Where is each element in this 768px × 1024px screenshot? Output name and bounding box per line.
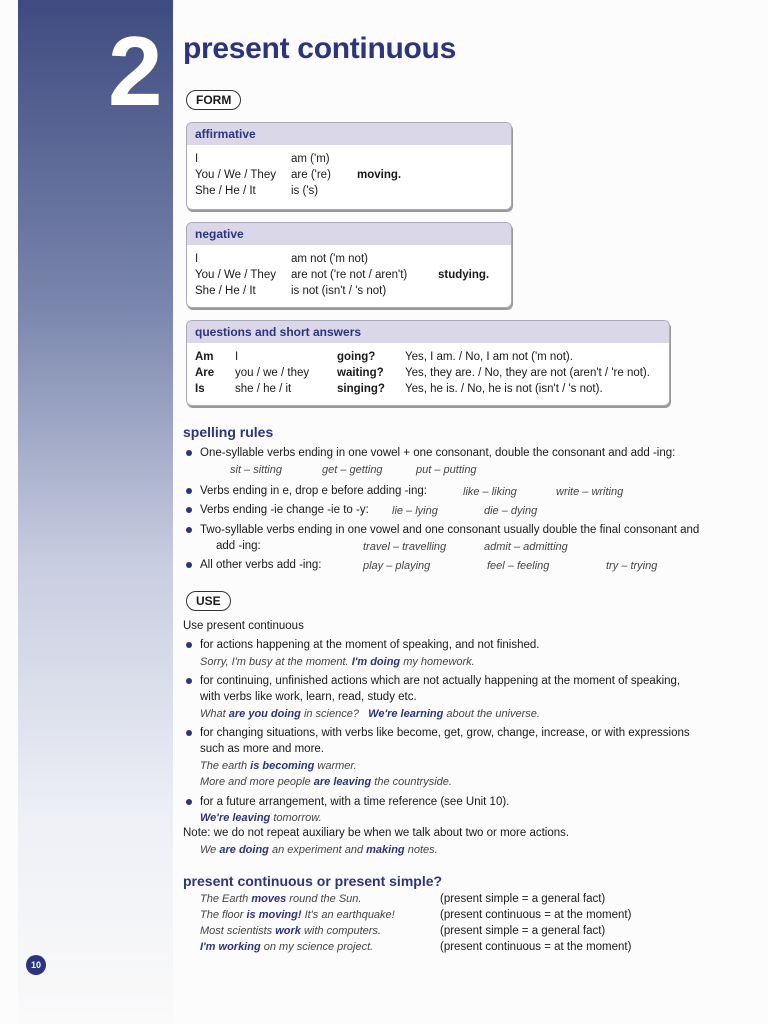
compare-example: Most scientists work with computers.	[200, 925, 381, 937]
example: get – getting	[322, 464, 383, 476]
aux: Are	[195, 367, 215, 379]
subject: I	[195, 253, 199, 265]
rule-continuation: add -ing:	[216, 540, 261, 552]
bullet-icon	[186, 488, 192, 494]
list-item: for changing situations, with verbs like become, get, grow, change, increase, or with expressions	[186, 727, 690, 739]
list-item: Verbs ending in e, drop e before adding -ing:	[186, 485, 427, 497]
list-item: Two-syllable verbs ending in one vowel and one consonant usually double the final consonant and	[186, 524, 699, 536]
subject: you / we / they	[235, 367, 310, 379]
example: lie – lying	[392, 505, 438, 517]
example: play – playing	[363, 560, 431, 572]
bullet-icon	[186, 678, 192, 684]
affirmative-box	[186, 122, 512, 210]
example: die – dying	[484, 505, 538, 517]
compare-note: (present continuous = at the moment)	[440, 941, 632, 953]
example: Sorry, I'm busy at the moment. I'm doing my homework.	[200, 656, 475, 668]
use-continuation: such as more and more.	[200, 743, 325, 755]
verb: are not ('re not / aren't)	[291, 269, 408, 281]
note: Note: we do not repeat auxiliary be when we talk about two or more actions.	[183, 827, 570, 839]
compare-note: (present continuous = at the moment)	[440, 909, 632, 921]
verb: am ('m)	[291, 153, 330, 165]
example: write – writing	[556, 486, 624, 498]
verb: waiting?	[337, 367, 384, 379]
example: We're leaving tomorrow.	[200, 812, 322, 824]
verb: going?	[337, 351, 376, 363]
bullet-icon	[186, 642, 192, 648]
compare-note: (present simple = a general fact)	[440, 925, 606, 937]
form-label: FORM	[186, 90, 241, 110]
verb: are ('re)	[291, 169, 331, 181]
compare-heading: present continuous or present simple?	[183, 873, 443, 889]
verb: am not ('m not)	[291, 253, 368, 265]
verb: singing?	[337, 383, 385, 395]
list-item: for actions happening at the moment of speaking, and not finished.	[186, 639, 539, 651]
example: try – trying	[606, 560, 658, 572]
negative-heading: negative	[187, 223, 511, 245]
bullet-icon	[186, 450, 192, 456]
answer: Yes, he is. / No, he is not (isn't / 's not).	[405, 383, 603, 395]
bullet-icon	[186, 799, 192, 805]
main-verb: studying.	[438, 269, 490, 281]
compare-note: (present simple = a general fact)	[440, 893, 606, 905]
example: like – liking	[463, 486, 517, 498]
subject: You / We / They	[195, 169, 276, 181]
bullet-icon	[186, 507, 192, 513]
list-item: for a future arrangement, with a time reference (see Unit 10).	[186, 796, 509, 808]
example: feel – feeling	[487, 560, 550, 572]
subject: She / He / It	[195, 285, 256, 297]
aux: Am	[195, 351, 214, 363]
example: What are you doing in science? We're learning about the universe.	[200, 708, 540, 720]
list-item: for continuing, unfinished actions which are not actually happening at the moment of speaking,	[186, 675, 680, 687]
list-item: Verbs ending -ie change -ie to -y:	[186, 504, 369, 516]
subject: You / We / They	[195, 269, 276, 281]
subject: I	[235, 351, 239, 363]
questions-box	[186, 320, 670, 406]
bullet-icon	[186, 527, 192, 533]
answer: Yes, they are. / No, they are not (aren't / 're not).	[405, 367, 650, 379]
verb: is not (isn't / 's not)	[291, 285, 387, 297]
list-item: One-syllable verbs ending in one vowel + one consonant, double the consonant and add -ing:	[186, 447, 675, 459]
use-label: USE	[186, 591, 231, 611]
example: We are doing an experiment and making notes.	[200, 844, 438, 856]
use-intro: Use present continuous	[183, 620, 304, 632]
example: admit – admitting	[484, 541, 568, 553]
page-title: present continuous	[183, 32, 456, 65]
aux: Is	[195, 383, 205, 395]
use-continuation: with verbs like work, learn, read, study etc.	[200, 691, 417, 703]
subject: She / He / It	[195, 185, 256, 197]
bullet-icon	[186, 562, 192, 568]
list-item: All other verbs add -ing:	[186, 559, 321, 571]
subject: she / he / it	[235, 383, 292, 395]
spelling-heading: spelling rules	[183, 424, 274, 440]
subject: I	[195, 153, 199, 165]
page-number: 10	[26, 955, 46, 975]
sidebar-band	[18, 0, 173, 1024]
example: travel – travelling	[363, 541, 447, 553]
example: The earth is becoming warmer.	[200, 760, 357, 772]
negative-box	[186, 222, 512, 308]
example: sit – sitting	[230, 464, 282, 476]
verb: is ('s)	[291, 185, 319, 197]
example: put – putting	[416, 464, 477, 476]
compare-example: I'm working on my science project.	[200, 941, 374, 953]
main-verb: moving.	[357, 169, 402, 181]
answer: Yes, I am. / No, I am not ('m not).	[405, 351, 573, 363]
questions-heading: questions and short answers	[187, 321, 669, 343]
example: More and more people are leaving the countryside.	[200, 776, 452, 788]
chapter-number: 2	[108, 16, 163, 126]
compare-example: The floor is moving! It's an earthquake!	[200, 909, 395, 921]
compare-example: The Earth moves round the Sun.	[200, 893, 362, 905]
affirmative-heading: affirmative	[187, 123, 511, 145]
bullet-icon	[186, 730, 192, 736]
